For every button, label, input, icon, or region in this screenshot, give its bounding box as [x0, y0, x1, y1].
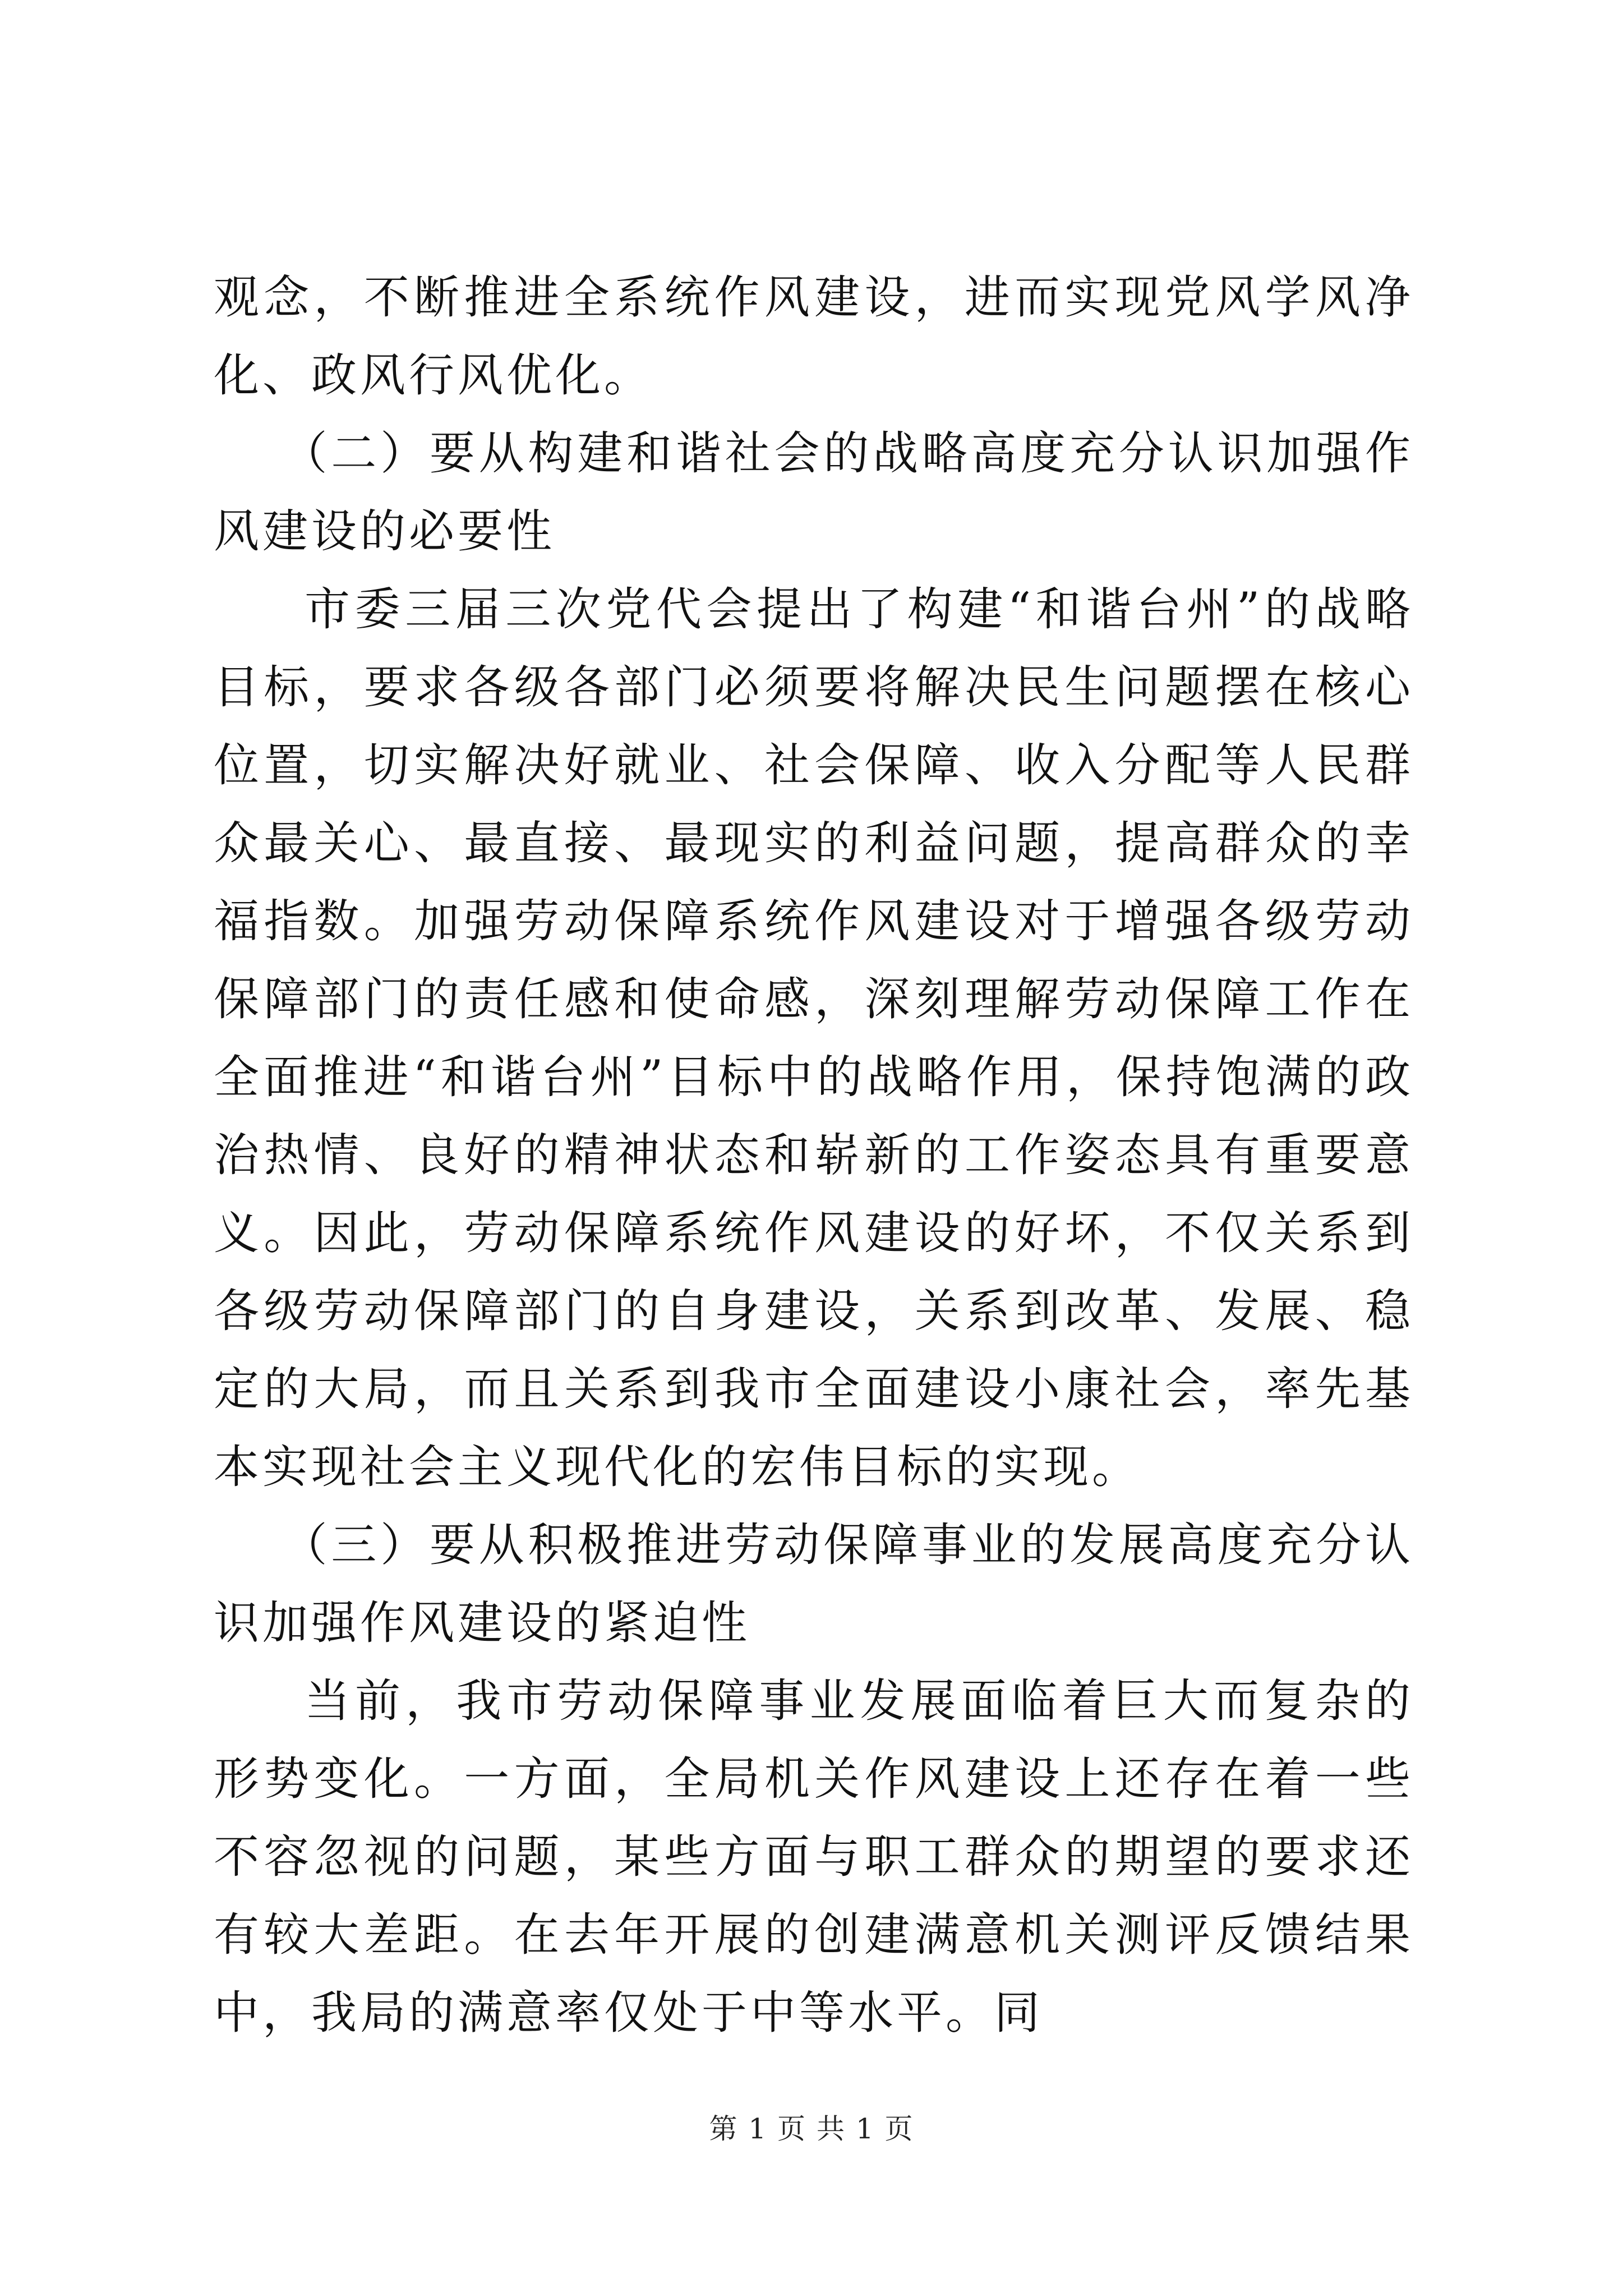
page-footer: 第 1 页 共 1 页 [709, 2113, 914, 2145]
section-heading-2: （二）要从构建和谐社会的战略高度充分认识加强作风建设的必要性 [214, 427, 1414, 558]
paragraph-continuation: 观念，不断推进全系统作风建设，进而实现党风学风净化、政风行风优化。 [214, 272, 1414, 402]
section-heading-3: （三）要从积极推进劳动保障事业的发展高度充分认识加强作风建设的紧迫性 [214, 1519, 1414, 1650]
paragraph-harmonious-society: 市委三届三次党代会提出了构建“和谐台州”的战略目标，要求各级各部门必须要将解决民生问题摆在核心位置，切实解决好就业、社会保障、收入分配等人民群众最关心、最直接、最现实的利益问题，提高群众的幸福指数。加强劳动保障系统作风建设对于增强各级劳动保障部门的责任感和使命感，深刻理解劳动保障工作在全面推进“和谐台州”目标中的战略作用，保持饱满的政治热情、良好的精神状态和崭新的工作姿态具有重要意义。因此，劳动保障系统作风建设的好坏，不仅关系到各级劳动保障部门的自身建设，关系到改革、发展、稳定的大局，而且关系到我市全面建设小康社会，率先基本实现社会主义现代化的宏伟目标的实现。 [214, 583, 1414, 1494]
document-body [214, 259, 1414, 2053]
paragraph-current-situation: 当前，我市劳动保障事业发展面临着巨大而复杂的形势变化。一方面，全局机关作风建设上还存在着一些不容忽视的问题，某些方面与职工群众的期望的要求还有较大差距。在去年开展的创建满意机关测评反馈结果中，我局的满意率仅处于中等水平。同 [214, 1675, 1414, 2040]
